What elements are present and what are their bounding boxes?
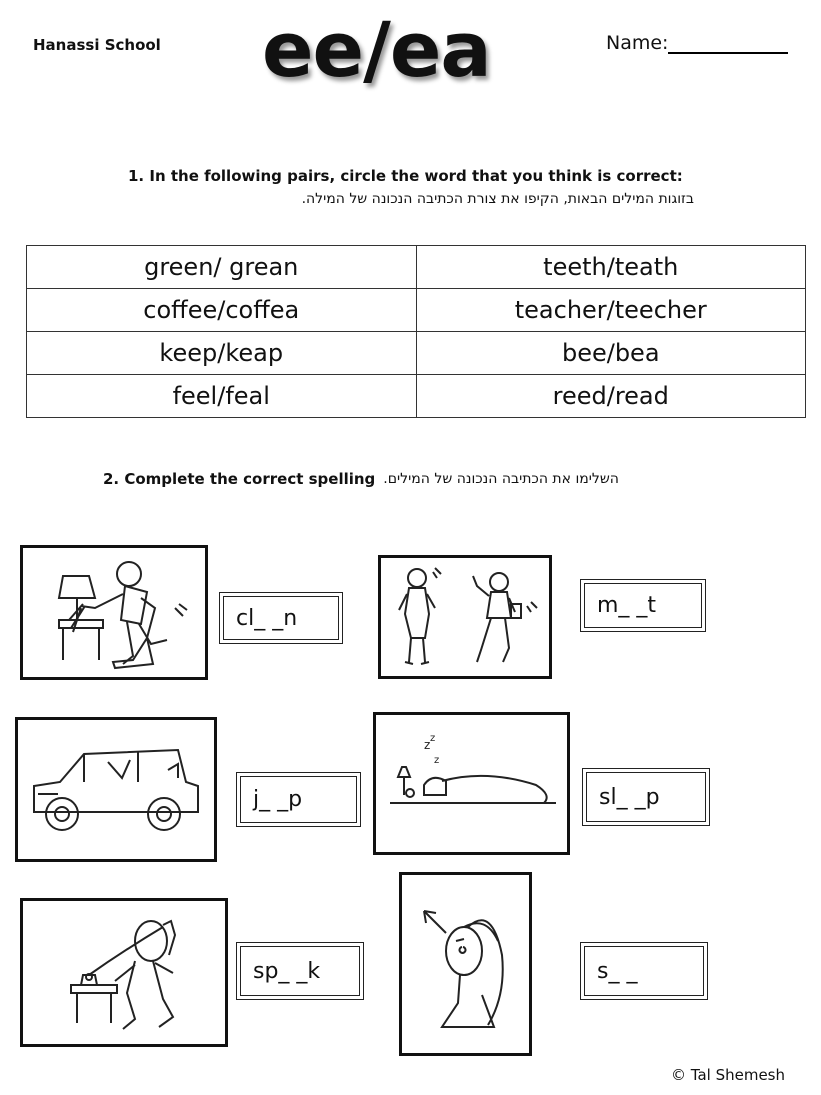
word-pair-cell[interactable]: teacher/teecher [416,289,806,332]
man-speaking-phone-picture [20,898,228,1047]
word-pair-cell[interactable]: feel/feal [27,375,417,418]
word-pair-cell[interactable]: bee/bea [416,332,806,375]
answer-blank: s_ _ [584,946,704,996]
man-vacuum-cleaning-picture [20,545,208,680]
word-pairs-table [26,245,806,418]
word-pair-cell[interactable]: keep/keap [27,332,417,375]
table-row [27,375,806,418]
svg-text:z: z [434,755,440,766]
answer-box[interactable] [236,772,361,827]
worksheet-title: ee/ea [262,5,491,94]
vacuum-cleaning-drawing [23,548,205,677]
section2-instruction-hebrew: השלימו את הכתיבה הנכונה של המילים. [383,471,619,487]
sleeping-drawing [376,715,567,852]
jeep-drawing [18,720,214,859]
answer-box[interactable] [236,942,364,1000]
word-pair-cell[interactable]: coffee/coffea [27,289,417,332]
table-row [27,246,806,289]
person-sleeping-picture [373,712,570,855]
section1-instruction: 1. In the following pairs, circle the word that you think is correct: [128,167,683,185]
jeep-picture [15,717,217,862]
woman-seeing-drawing [402,875,529,1053]
woman-seeing-picture [399,872,532,1056]
copyright-credit: © Tal Shemesh [671,1066,785,1084]
section2-instruction-row [103,470,619,488]
word-pair-cell[interactable]: green/ grean [27,246,417,289]
school-name: Hanassi School [33,36,161,54]
section1-instruction-hebrew: בזוגות המילים הבאות, הקיפו את צורת הכתיבה הנכונה של המילה. [301,191,694,207]
two-women-meeting-picture [378,555,552,679]
name-label: Name: [606,32,669,54]
answer-blank: j_ _p [240,776,357,823]
answer-box[interactable] [580,942,708,1000]
answer-blank: sp_ _k [240,946,360,996]
answer-blank: m_ _t [584,583,702,628]
word-pair-cell[interactable]: teeth/teath [416,246,806,289]
name-blank-line [668,52,788,54]
women-meeting-drawing [381,558,549,676]
section2-instruction: 2. Complete the correct spelling [103,470,376,488]
table-row [27,289,806,332]
speaking-phone-drawing [23,901,225,1044]
word-pair-cell[interactable]: reed/read [416,375,806,418]
answer-blank: cl_ _n [223,596,339,640]
table-row [27,332,806,375]
answer-box[interactable] [219,592,343,644]
answer-blank: sl_ _p [586,772,706,822]
answer-box[interactable] [582,768,710,826]
svg-text:z: z [424,738,431,752]
svg-text:z: z [430,733,436,744]
answer-box[interactable] [580,579,706,632]
